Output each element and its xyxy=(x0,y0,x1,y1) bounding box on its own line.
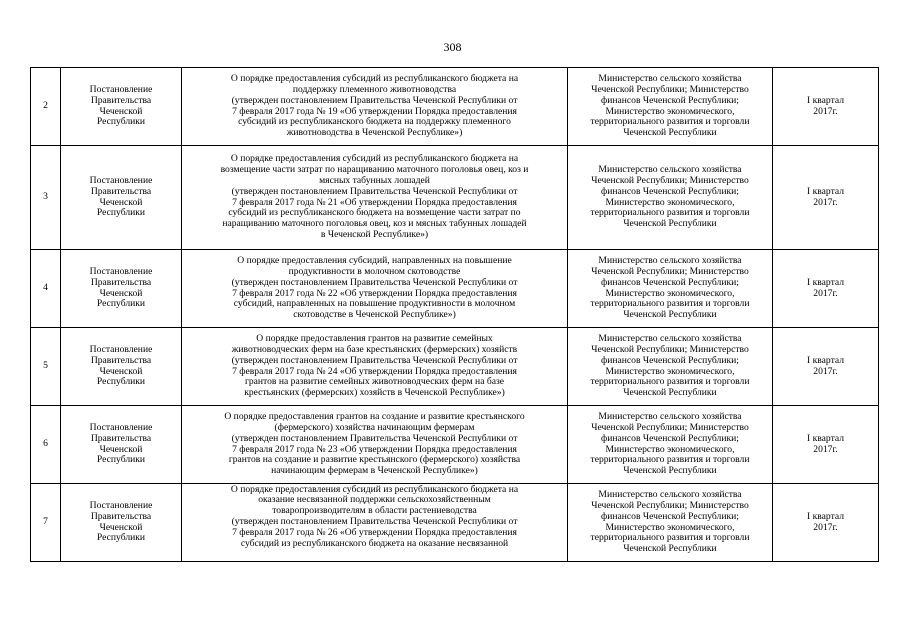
document-type-line: Постановление xyxy=(89,343,153,355)
deadline-line: 2017г. xyxy=(813,196,838,208)
document-type-line: Чеченской xyxy=(99,365,143,377)
document-title-line: 7 февраля 2017 года № 24 «Об утверждении Порядка предоставления xyxy=(232,365,517,377)
deadline-line: 2017г. xyxy=(813,365,838,377)
deadline xyxy=(773,328,879,406)
document-title-line: (утвержден постановлением Правительства Чеченской Республики от xyxy=(231,516,518,528)
regulations-table xyxy=(30,67,879,562)
document-title-line: О порядке предоставления субсидий из республиканского бюджета на xyxy=(230,484,519,495)
document-type-line: Правительства xyxy=(90,432,152,444)
document-type-line: Правительства xyxy=(90,185,152,197)
document-type-line: Правительства xyxy=(90,276,152,288)
document-type-line: Чеченской xyxy=(99,521,143,533)
document-title-line: животноводческих ферм на базе крестьянских (фермерских) хозяйств xyxy=(231,343,518,355)
responsible-executors xyxy=(568,68,773,146)
document-title-line: (утвержден постановлением Правительства Чеченской Республики от xyxy=(231,94,518,106)
executor-line: Министерство экономического, xyxy=(605,521,735,533)
document-type xyxy=(61,484,182,562)
document-title-line: О порядке предоставления грантов на развитие семейных xyxy=(256,332,493,344)
row-number: 4 xyxy=(31,250,61,328)
deadline-line: I квартал xyxy=(806,432,845,444)
document-title-line: О порядке предоставления субсидий из республиканского бюджета на xyxy=(230,152,519,164)
deadline xyxy=(773,484,879,562)
document-title-line: 7 февраля 2017 года № 19 «Об утверждении Порядка предоставления xyxy=(232,105,517,117)
document-type xyxy=(61,406,182,484)
executor-line: территориального развития и торговли xyxy=(590,532,750,544)
document-title-line: субсидий из республиканского бюджета на возмещение части затрат по xyxy=(228,207,521,219)
document-title-line: О порядке предоставления субсидий из республиканского бюджета на xyxy=(230,72,519,84)
document-title-line: 7 февраля 2017 года № 26 «Об утверждении Порядка предоставления xyxy=(232,527,517,539)
responsible-executors xyxy=(568,484,773,562)
responsible-executors xyxy=(568,328,773,406)
document-type-line: Республики xyxy=(96,376,146,388)
executor-line: Министерство сельского хозяйства xyxy=(598,332,742,344)
document-title-line: (утвержден постановлением Правительства Чеченской Республики от xyxy=(231,354,518,366)
document-title-line: начинающим фермерам в Чеченской Республике») xyxy=(271,465,478,477)
document-title xyxy=(182,68,568,146)
table-row xyxy=(31,68,879,146)
executor-line: Чеченской Республики; Министерство xyxy=(591,421,749,433)
document-title-line: в Чеченской Республике») xyxy=(320,229,429,241)
executor-line: финансов Чеченской Республики; xyxy=(601,354,739,366)
row-number: 2 xyxy=(31,68,61,146)
responsible-executors xyxy=(568,250,773,328)
document-title-line: поддержку племенного животноводства xyxy=(292,83,457,95)
executor-line: территориального развития и торговли xyxy=(590,454,750,466)
row-number: 6 xyxy=(31,406,61,484)
document-type-line: Постановление xyxy=(89,174,153,186)
executor-line: Чеченской Республики xyxy=(623,309,717,321)
document-title-line: (утвержден постановлением Правительства Чеченской Республики от xyxy=(231,185,518,197)
row-number: 7 xyxy=(31,484,61,562)
document-type-line: Постановление xyxy=(89,421,153,433)
document-title-line: скотоводстве в Чеченской Республике») xyxy=(293,309,456,321)
deadline xyxy=(773,146,879,250)
document-title-line: грантов на развитие семейных животноводческих ферм на базе xyxy=(244,376,505,388)
document-title xyxy=(182,250,568,328)
document-type-line: Правительства xyxy=(90,94,152,106)
executor-line: Чеченской Республики; Министерство xyxy=(591,83,749,95)
document-title-line: наращиванию маточного поголовья овец, коз и мясных табунных лошадей xyxy=(222,218,527,230)
executor-line: Министерство экономического, xyxy=(605,105,735,117)
deadline-line: 2017г. xyxy=(813,521,838,533)
document-title-line: 7 февраля 2017 года № 21 «Об утверждении Порядка предоставления xyxy=(232,196,517,208)
document-type xyxy=(61,250,182,328)
deadline xyxy=(773,406,879,484)
document-title-line: оказание несвязанной поддержки сельскохозяйственным xyxy=(258,494,491,506)
document-title-line: (фермерского) хозяйства начинающим фермерам xyxy=(274,421,475,433)
table-row xyxy=(31,406,879,484)
executor-line: Чеченской Республики xyxy=(623,543,717,555)
document-type-line: Чеченской xyxy=(99,196,143,208)
document-title xyxy=(182,146,568,250)
document-title-line: крестьянских (фермерских) хозяйств в Чеченской Республике») xyxy=(244,387,505,399)
executor-line: территориального развития и торговли xyxy=(590,207,750,219)
executor-line: Министерство сельского хозяйства xyxy=(598,163,742,175)
executor-line: Министерство экономического, xyxy=(605,196,735,208)
document-title-line: возмещение части затрат по наращиванию маточного поголовья овец, коз и xyxy=(220,163,529,175)
executor-line: Министерство экономического, xyxy=(605,443,735,455)
executor-line: Чеченской Республики; Министерство xyxy=(591,499,749,511)
document-title-line: субсидий, направленных на повышение продуктивности в молочном xyxy=(233,298,516,310)
deadline-line: 2017г. xyxy=(813,105,838,117)
row-number: 5 xyxy=(31,328,61,406)
table-row xyxy=(31,146,879,250)
executor-line: Министерство экономического, xyxy=(605,365,735,377)
document-type-line: Республики xyxy=(96,298,146,310)
executor-line: Чеченской Республики xyxy=(623,465,717,477)
document-title-line: (утвержден постановлением Правительства Чеченской Республики от xyxy=(231,276,518,288)
deadline-line: 2017г. xyxy=(813,443,838,455)
document-title-line: субсидий из республиканского бюджета на поддержку племенного xyxy=(238,116,511,128)
executor-line: Чеченской Республики xyxy=(623,387,717,399)
responsible-executors xyxy=(568,146,773,250)
document-type-line: Республики xyxy=(96,207,146,219)
executor-line: территориального развития и торговли xyxy=(590,376,750,388)
document-type-line: Республики xyxy=(96,532,146,544)
executor-line: Чеченской Республики xyxy=(623,127,717,139)
deadline-line: I квартал xyxy=(806,354,845,366)
document-title xyxy=(182,328,568,406)
document-title-line: животноводства в Чеченской Республике») xyxy=(286,127,463,139)
document-title-line: мясных табунных лошадей xyxy=(319,174,430,186)
executor-line: Чеченской Республики; Министерство xyxy=(591,174,749,186)
executor-line: финансов Чеченской Республики; xyxy=(601,185,739,197)
regulations-table-body xyxy=(31,68,879,562)
executor-line: Министерство сельского хозяйства xyxy=(598,410,742,422)
document-type xyxy=(61,68,182,146)
executor-line: Министерство сельского хозяйства xyxy=(598,254,742,266)
deadline-line: I квартал xyxy=(806,510,845,522)
document-title-line: (утвержден постановлением Правительства Чеченской Республики от xyxy=(231,432,518,444)
executor-line: Чеченской Республики; Министерство xyxy=(591,265,749,277)
deadline-line: I квартал xyxy=(806,94,845,106)
document-title-line: 7 февраля 2017 года № 23 «Об утверждении Порядка предоставления xyxy=(232,443,517,455)
document-type-line: Постановление xyxy=(89,83,153,95)
table-row xyxy=(31,484,879,562)
document-type-line: Правительства xyxy=(90,510,152,522)
page-number: 308 xyxy=(443,40,462,54)
deadline-line: 2017г. xyxy=(813,287,838,299)
deadline-line: I квартал xyxy=(806,185,845,197)
executor-line: территориального развития и торговли xyxy=(590,298,750,310)
document-type-line: Чеченской xyxy=(99,443,143,455)
executor-line: Министерство сельского хозяйства xyxy=(598,488,742,500)
document-title-line: О порядке предоставления субсидий, направленных на повышение xyxy=(237,254,512,266)
executor-line: финансов Чеченской Республики; xyxy=(601,510,739,522)
executor-line: финансов Чеченской Республики; xyxy=(601,276,739,288)
document-type-line: Постановление xyxy=(89,265,153,277)
deadline-line: I квартал xyxy=(806,276,845,288)
document-title-line: продуктивности в молочном скотоводстве xyxy=(288,265,461,277)
row-number: 3 xyxy=(31,146,61,250)
document-title xyxy=(182,484,568,562)
executor-line: Министерство экономического, xyxy=(605,287,735,299)
document-title-line: 7 февраля 2017 года № 22 «Об утверждении Порядка предоставления xyxy=(232,287,517,299)
document-type-line: Чеченской xyxy=(99,287,143,299)
table-row xyxy=(31,328,879,406)
executor-line: Чеченской Республики xyxy=(623,218,717,230)
deadline xyxy=(773,68,879,146)
executor-line: территориального развития и торговли xyxy=(590,116,750,128)
table-row xyxy=(31,250,879,328)
executor-line: Министерство сельского хозяйства xyxy=(598,72,742,84)
document-title-line: субсидий из республиканского бюджета на оказание несвязанной xyxy=(240,538,509,550)
document-type-line: Правительства xyxy=(90,354,152,366)
document-title-line: О порядке предоставления грантов на создание и развитие крестьянского xyxy=(224,410,525,422)
executor-line: финансов Чеченской Республики; xyxy=(601,94,739,106)
executor-line: Чеченской Республики; Министерство xyxy=(591,343,749,355)
document-type xyxy=(61,146,182,250)
document-title-line: грантов на создание и развитие крестьянского (фермерского) хозяйства xyxy=(228,454,521,466)
document-title xyxy=(182,406,568,484)
document-type-line: Республики xyxy=(96,454,146,466)
executor-line: финансов Чеченской Республики; xyxy=(601,432,739,444)
deadline xyxy=(773,250,879,328)
document-type-line: Республики xyxy=(96,116,146,128)
document-title-line: товаропроизводителям в области растениеводства xyxy=(272,505,477,517)
document-type-line: Постановление xyxy=(89,499,153,511)
document-type-line: Чеченской xyxy=(99,105,143,117)
responsible-executors xyxy=(568,406,773,484)
document-type xyxy=(61,328,182,406)
